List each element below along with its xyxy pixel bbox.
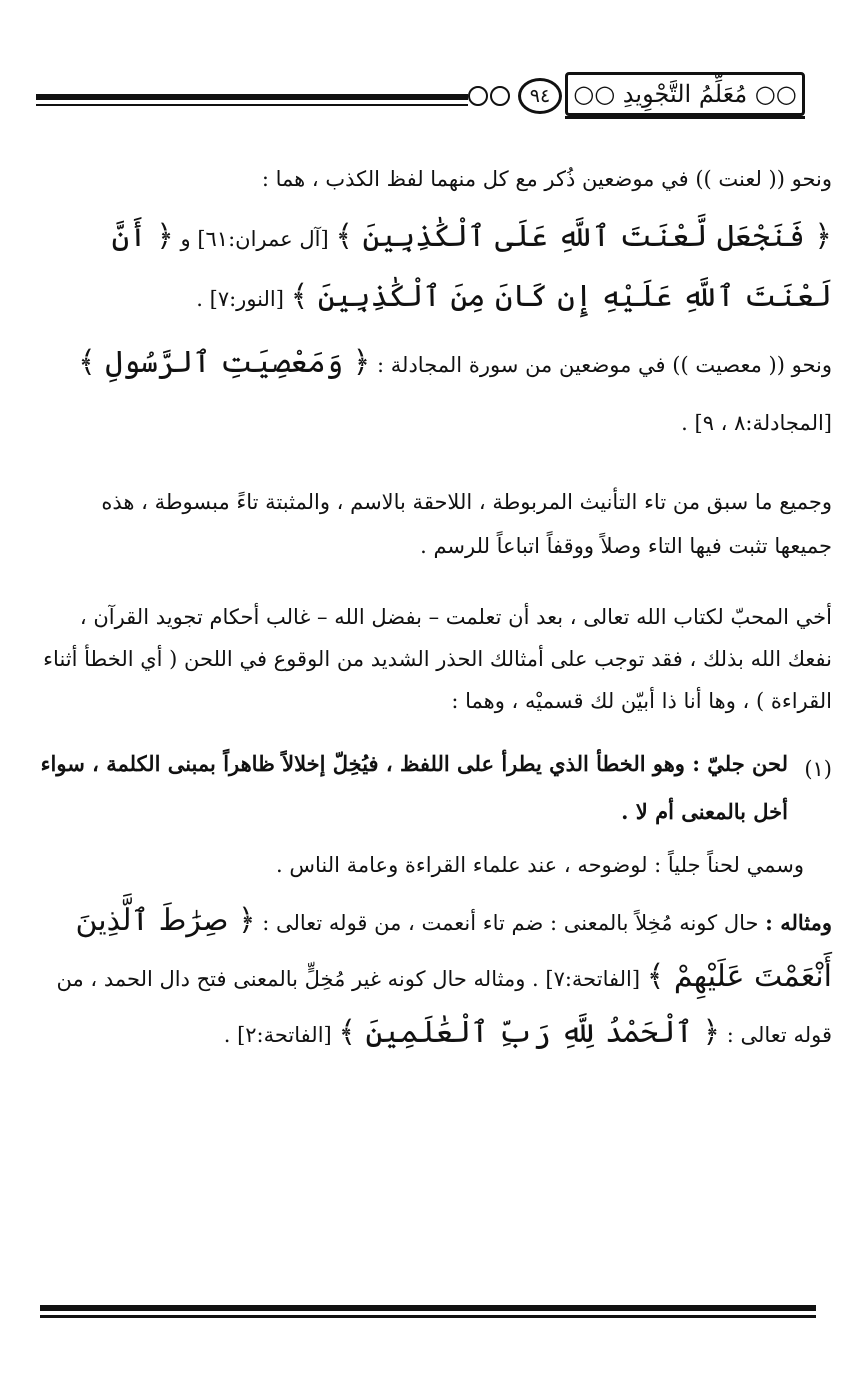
header-rule-thin	[36, 104, 468, 106]
circle-icon	[490, 86, 510, 106]
item-text: لحن جليّ : وهو الخطأ الذي يطرأ على اللفظ ، فيُخِلّ إخلالاً ظاهراً بمبنى الكلمة ، سواء أخل بالمعنى أم لا .	[40, 751, 788, 824]
circle-icon	[468, 86, 488, 106]
paragraph-summary: وجميع ما سبق من تاء التأنيث المربوطة ، اللاحقة بالاسم ، والمثبتة تاءً مبسوطة ، هذه جميعها تثبت فيها التاء وصلاً ووقفاً اتباعاً للرسم .	[101, 490, 832, 558]
verse-reference: [النور:٧] .	[196, 287, 291, 311]
quran-verse: ﴿ فَنَجْعَل لَّعْنَتَ ٱللَّهِ عَلَى ٱلْكَٰذِبِينَ ﴾	[335, 219, 832, 254]
paragraph-example	[40, 894, 832, 1062]
example-label: ومثاله :	[765, 910, 832, 935]
quran-verse: ﴿ صِرَٰطَ ٱلَّذِينَ أَنْعَمْتَ عَلَيْهِمْ ﴾	[75, 903, 832, 994]
quran-verse: ﴿ وَمَعْصِيَتِ ٱلرَّسُولِ ﴾	[78, 345, 371, 380]
footer-rule-thin	[40, 1315, 816, 1318]
text: ونحو (( معصيت )) في موضعين من سورة المجادلة :	[370, 353, 832, 377]
header-rule-thick	[36, 94, 468, 100]
text: ونحو (( لعنت )) في موضعين ذُكر مع كل منهما لفظ الكذب ، هما :	[261, 167, 832, 191]
header-rule-box-underline	[565, 116, 805, 119]
text: حال كونه مُخِلاً بالمعنى : ضم تاء أنعمت ، من قوله تعالى :	[255, 911, 766, 935]
page-number: ٩٤	[518, 78, 562, 114]
page-content	[40, 150, 832, 1062]
paragraph-masiyat	[40, 334, 832, 452]
verse-reference: [الفاتحة:٧] . ومثاله حال كونه غير مُخِلٍّ بالمعنى فتح دال الحمد ، من قوله تعالى :	[56, 967, 832, 1047]
paragraph-jali-naming: وسمي لحناً جلياً : لوضوحه ، عند علماء القراءة وعامة الناس .	[276, 853, 804, 877]
paragraph-laanat	[40, 150, 832, 328]
verse-reference: [المجادلة:٨ ، ٩] .	[681, 411, 832, 435]
list-item	[40, 740, 832, 836]
decorative-circles	[468, 82, 514, 110]
page-header	[0, 62, 867, 142]
footer-rule-thick	[40, 1305, 816, 1311]
verse-reference: [الفاتحة:٢] .	[223, 1023, 339, 1047]
book-title: ○○ مُعَلِّمُ التَّجْوِيدِ ○○	[565, 72, 805, 116]
item-number: (١)	[804, 757, 832, 781]
paragraph-lahn-intro: أخي المحبّ لكتاب الله تعالى ، بعد أن تعلمت – بفضل الله – غالب أحكام تجويد القرآن ، نفعك الله بذلك ، فقد توجب على أمثالك الحذر الشديد من الوقوع في اللحن ( أي الخطأ أثناء القراءة ) ، وها أنا ذا أبيّن لك قسميْه ، وهما :	[43, 605, 832, 713]
verse-reference: [آل عمران:٦١] و	[173, 227, 336, 251]
quran-verse: ﴿ أَنَّ لَعْنَتَ ٱللَّهِ عَلَيْهِ إِن كَانَ مِنَ ٱلْكَٰذِبِينَ ﴾	[111, 219, 832, 314]
quran-verse: ﴿ ٱلْحَمْدُ لِلَّهِ رَبِّ ٱلْعَٰلَمِينَ ﴾	[338, 1015, 721, 1050]
